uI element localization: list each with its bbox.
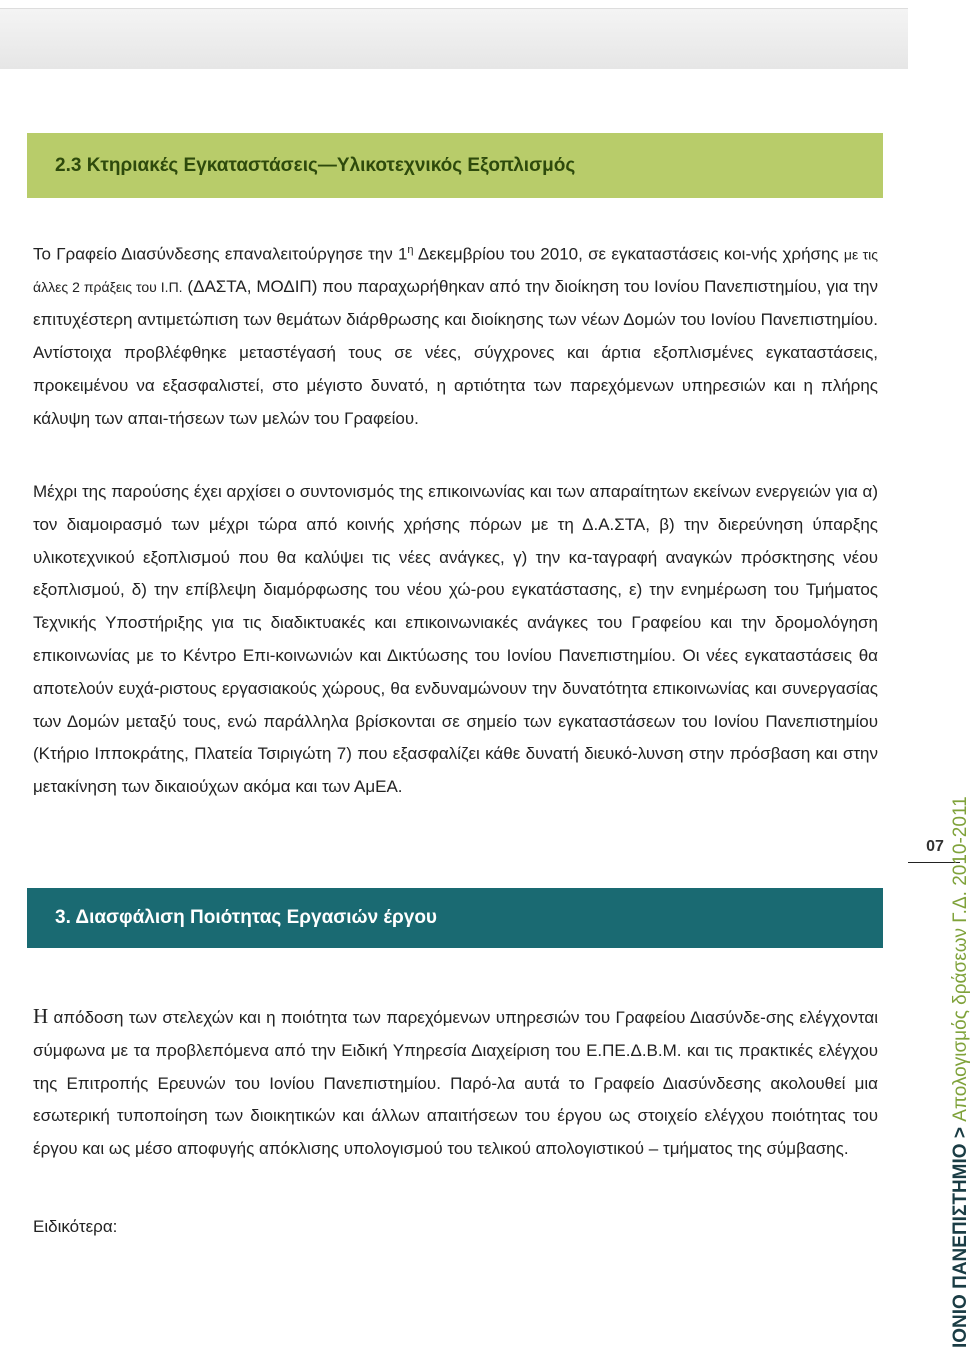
footer-report-title: Απολογισμός δράσεων Γ.Δ. 2010-2011	[950, 796, 971, 1122]
text-run-small: με τις άλλες 2 πράξεις του Ι.Π.	[33, 246, 878, 296]
paragraph-text: Μέχρι της παρούσης έχει αρχίσει ο συντονισμός της επικοινωνίας και των απαραίτητων εκείνων ενεργειών για α) τον διαμοιρασμό των μέχρι τώρα από κοινής χρήσης πόρων με τη Δ.Α.ΣΤΑ, β) την διερεύνηση ύπαρξης υλικοτεχνικού εξοπλισμού που θα καλύψει τις νέες ανάγκες, γ) την κα-ταγραφή αναγκών πρόσκτησης νέου εξοπλισμού, δ) την επίβλεψη διαμόρφωσης του νέου χώ-ρου εγκατάστασης, ε) την ενημέρωση του Τμήματος Τεχνικής Υποστήριξης για τις διαδικτυακές και επικοινωνιακές ανάγκες του Γραφείου και την δρομολόγηση επικοινωνίας με το Κέντρο Επι-κοινωνιών και Δικτύωσης του Ιονίου Πανεπιστημίου. Οι νέες εγκαταστάσεις θα αποτελούν ευχά-ριστους εργασιακούς χώρους, θα ενδυναμώνουν την δυνατότητα επικοινωνίας και συνεργασίας των Δομών μεταξύ τους, ενώ παράλληλα βρίσκονται σε σημείο των εγκαταστάσεων του Ιονίου Πανεπιστημίου (Κτήριο Ιπποκράτης, Πλατεία Τσιριγώτη 7) που εξασφαλίζει κάθε δυνατή διευκό-λυνση στην πρόσβαση και στην μετακίνηση των δικαιούχων ακόμα και των ΑμΕΑ.	[33, 482, 878, 797]
section-heading-quality-assurance: 3. Διασφάλιση Ποιότητας Εργασιών έργου	[27, 888, 883, 948]
text-run: απόδοση των στελεχών και η ποιότητα των παρεχόμενων υπηρεσιών του Γραφείου Διασύνδε-σης ελέγχονται σύμφωνα με τα προβλεπόμενα από την Ειδική Υπηρεσία Διαχείριση του Ε.ΠΕ.Δ.Β.Μ. και τις πρακτικές ελέγχου της Επιτροπής Ερευνών του Ιονίου Πανεπιστημίου. Παρό-λα αυτά το Γραφείο Διασύνδεσης ακολουθεί μια εσωτερική τυποποίηση των διοικητικών και άλλων απαιτήσεων του έργου ως στοιχείο ελέγχου ποιότητας του έργου και ως μέσο αποφυγής απόκλισης υπολογισμού του τελικού απολογιστικού – τμήματος της σύμβασης.	[33, 1008, 878, 1159]
paragraph-specifically	[33, 1211, 878, 1244]
footer-separator: >	[950, 1121, 971, 1144]
footer-university: ΙΟΝΙΟ ΠΑΝΕΠΙΣΤΗΜΙΟ	[950, 1143, 971, 1348]
paragraph-office-relocation	[33, 234, 878, 435]
page-number: 07	[926, 838, 944, 855]
paragraph-quality	[33, 1000, 878, 1166]
text-run: Δεκεμβρίου του 2010, σε εγκαταστάσεις κοι-νής χρήσης	[413, 244, 844, 264]
header-bar	[0, 8, 908, 69]
paragraph-text: Ειδικότερα:	[33, 1217, 118, 1236]
text-run: Το Γραφείο Διασύνδεσης επαναλειτούργησε την 1	[33, 244, 408, 264]
initial-letter: Η	[33, 1004, 49, 1028]
section-heading-facilities: 2.3 Κτηριακές Εγκαταστάσεις—Υλικοτεχνικός Εξοπλισμός	[27, 133, 883, 198]
superscript: η	[407, 244, 414, 256]
paragraph-coordination	[33, 476, 878, 804]
text-run: (ΔΑΣΤΑ, ΜΟΔΙΠ) που παραχωρήθηκαν από την διοίκηση του Ιονίου Πανεπιστημίου, για την επιτυχέστερη αντιμετώπιση των θεμάτων διάρθρωσης και διοίκησης των νέων Δομών του Ιονίου Πανεπιστημίου. Αντίστοιχα προβλέφθηκε μεταστέγασή τους σε νέες, σύγχρονες και άρτια εξοπλισμένες εγκαταστάσεις, προκειμένου να εξασφαλιστεί, στο μέγιστο δυνατό, η αρτιότητα των παρεχόμενων υπηρεσιών και η πλήρης κάλυψη των απαι-τήσεων των μελών του Γραφείου.	[33, 277, 878, 428]
vertical-footer	[950, 796, 972, 1348]
